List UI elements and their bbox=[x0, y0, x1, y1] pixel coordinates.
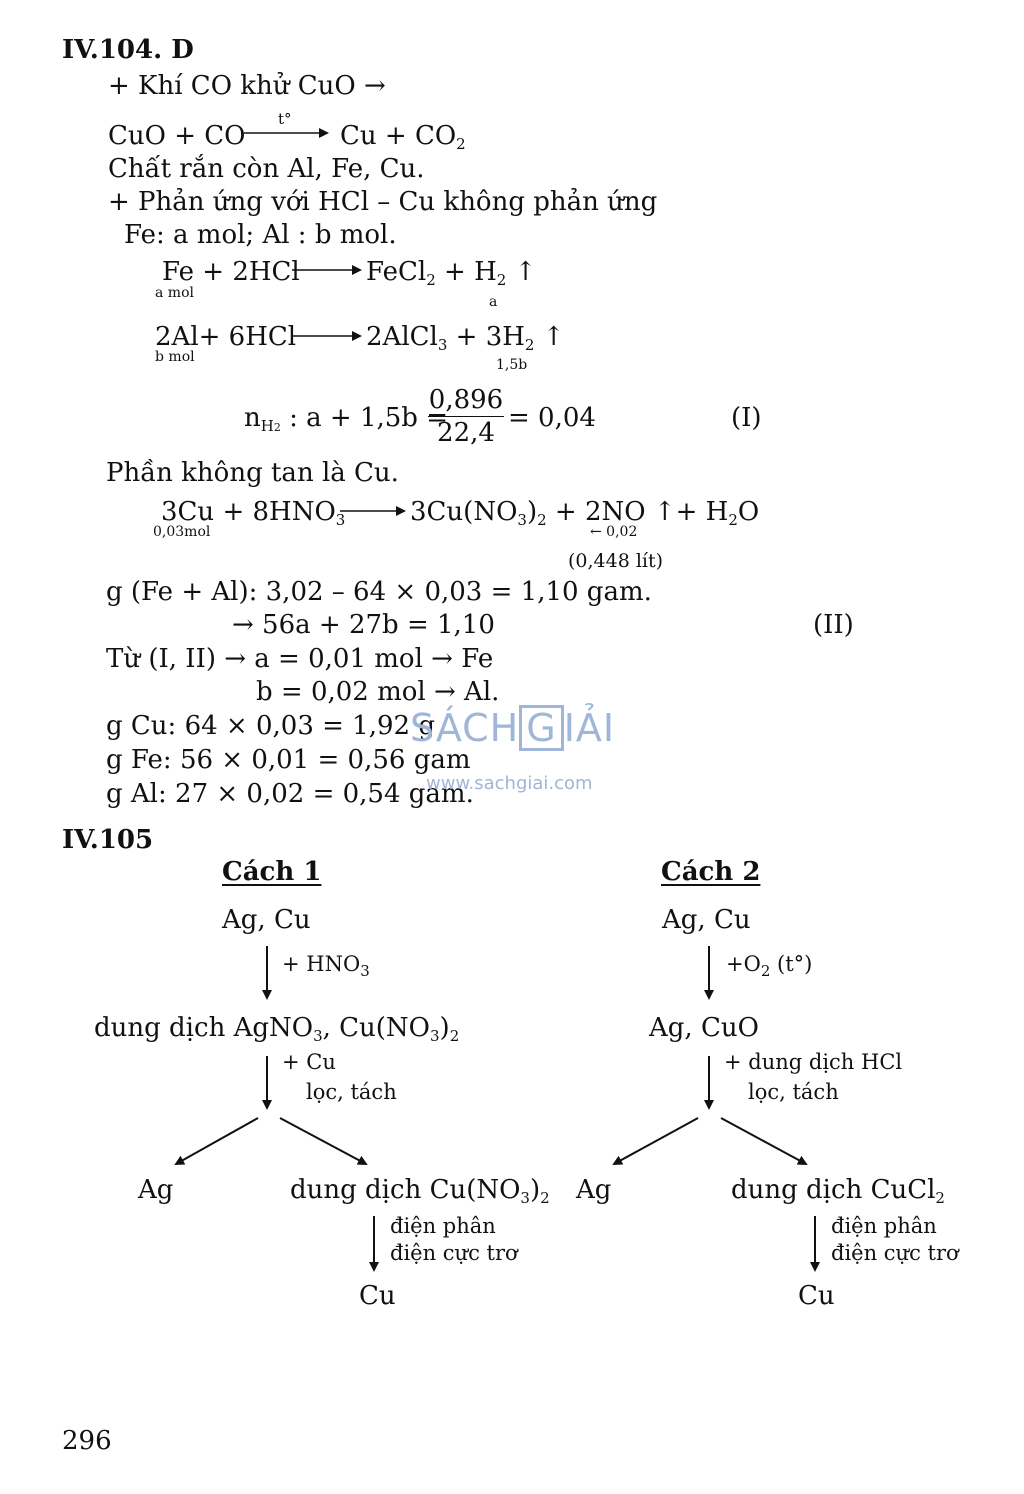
under-fe: a mol bbox=[155, 285, 194, 301]
line-solid-remaining: Chất rắn còn Al, Fe, Cu. bbox=[108, 154, 425, 184]
equation-nh2: $n_{H2}$ : a + 1,5b = bbox=[244, 403, 448, 435]
condition-t: t° bbox=[278, 110, 292, 128]
label-equation-ii: (II) bbox=[813, 610, 854, 640]
method2-step2b: lọc, tách bbox=[748, 1080, 839, 1104]
method2-step3a: điện phân bbox=[831, 1214, 937, 1238]
method1-step2a: + Cu bbox=[282, 1050, 336, 1074]
line-mol-defs: Fe: a mol; Al : b mol. bbox=[124, 220, 397, 250]
method1-arrow-left bbox=[176, 1118, 258, 1164]
line-insoluble-cu: Phần không tan là Cu. bbox=[106, 458, 399, 488]
method2-cu: Cu bbox=[798, 1281, 835, 1311]
method2-arrow-left bbox=[614, 1118, 698, 1164]
no-volume: (0,448 lít) bbox=[568, 550, 664, 572]
line-mass-al: g Al: 27 × 0,02 = 0,54 gam. bbox=[106, 779, 474, 809]
line-mass-fe: g Fe: 56 × 0,01 = 0,56 gam bbox=[106, 745, 471, 775]
method2-title: Cách 2 bbox=[661, 857, 761, 887]
method2-arrow-right bbox=[721, 1118, 806, 1164]
method1-solution: dung dịch $Cu(NO_3)_2$ bbox=[290, 1175, 550, 1207]
equation-al-hcl-left: 2Al+ 6HCl bbox=[155, 322, 297, 352]
equation-fe-hcl-left: Fe + 2HCl bbox=[162, 257, 300, 287]
method2-start: Ag, Cu bbox=[662, 905, 751, 935]
watermark-logo: SÁCH G IẢI bbox=[410, 706, 616, 750]
page-number: 296 bbox=[62, 1426, 112, 1456]
method2-step2a: + dung dịch HCl bbox=[724, 1050, 903, 1074]
method1-ag: Ag bbox=[138, 1175, 174, 1205]
method2-step1: $+O_2$ (t°) bbox=[726, 952, 813, 980]
watermark-url: www.sachgiai.com bbox=[426, 773, 593, 794]
line-mass-cu: g Cu: 64 × 0,03 = 1,92 g bbox=[106, 711, 435, 741]
method1-title: Cách 1 bbox=[222, 857, 322, 887]
heading-iv105: IV.105 bbox=[62, 825, 154, 855]
method1-arrow-right bbox=[280, 1118, 366, 1164]
method1-start: Ag, Cu bbox=[222, 905, 311, 935]
method1-step3b: điện cực trơ bbox=[390, 1241, 518, 1265]
equation-cu-hno3-left: $3Cu + 8HNO_3$ bbox=[161, 497, 346, 529]
heading-iv104: IV.104. D bbox=[62, 35, 194, 65]
equation-al-hcl-right: 2AlCl$_3$ + $3H_2$ ↑ bbox=[366, 322, 565, 354]
equation-fe-hcl-right: FeCl$_2$ + $H_2$ ↑ bbox=[366, 257, 537, 289]
equation-cuo-co: CuO + CO bbox=[108, 121, 246, 151]
label-equation-i: (I) bbox=[731, 403, 762, 433]
under-no: ← 0,02 bbox=[590, 524, 638, 540]
method2-solution: dung dịch CuCl$_2$ bbox=[731, 1175, 945, 1207]
method1-step2b: lọc, tách bbox=[306, 1080, 397, 1104]
under-h2-15b: 1,5b bbox=[496, 357, 528, 373]
line-solve-b: b = 0,02 mol → Al. bbox=[256, 677, 500, 707]
line-equation-ii: → 56a + 27b = 1,10 bbox=[232, 610, 495, 640]
method1-step3a: điện phân bbox=[390, 1214, 496, 1238]
equation-cuo-co-products: $Cu + CO_2$ bbox=[340, 121, 466, 153]
method2-ag: Ag bbox=[576, 1175, 612, 1205]
method2-mid: Ag, CuO bbox=[649, 1013, 759, 1043]
equation-cu-hno3-right: $3Cu(NO_3)_2 + 2NO$ ↑+ $H_2O$ bbox=[410, 497, 760, 529]
method1-cu: Cu bbox=[359, 1281, 396, 1311]
method1-mid: dung dịch AgNO$_3$, $Cu(NO_3)_2$ bbox=[94, 1013, 460, 1045]
method1-step1: + $HNO_3$ bbox=[282, 952, 370, 980]
line-hcl-reaction: + Phản ứng với HCl – Cu không phản ứng bbox=[108, 187, 658, 217]
fraction-result: = 0,04 bbox=[508, 403, 596, 433]
method2-step3b: điện cực trơ bbox=[831, 1241, 959, 1265]
line-solve-a: Từ (I, II) → a = 0,01 mol → Fe bbox=[106, 644, 494, 674]
line-mass-fe-al: g (Fe + Al): 3,02 – 64 × 0,03 = 1,10 gam. bbox=[106, 577, 652, 607]
line-co-reduces: + Khí CO khử CuO → bbox=[108, 71, 386, 101]
under-h2-a: a bbox=[489, 294, 498, 310]
under-al: b mol bbox=[155, 349, 195, 365]
fraction-volume: 0,896 22,4 bbox=[428, 385, 504, 448]
under-cu: 0,03mol bbox=[153, 524, 211, 540]
